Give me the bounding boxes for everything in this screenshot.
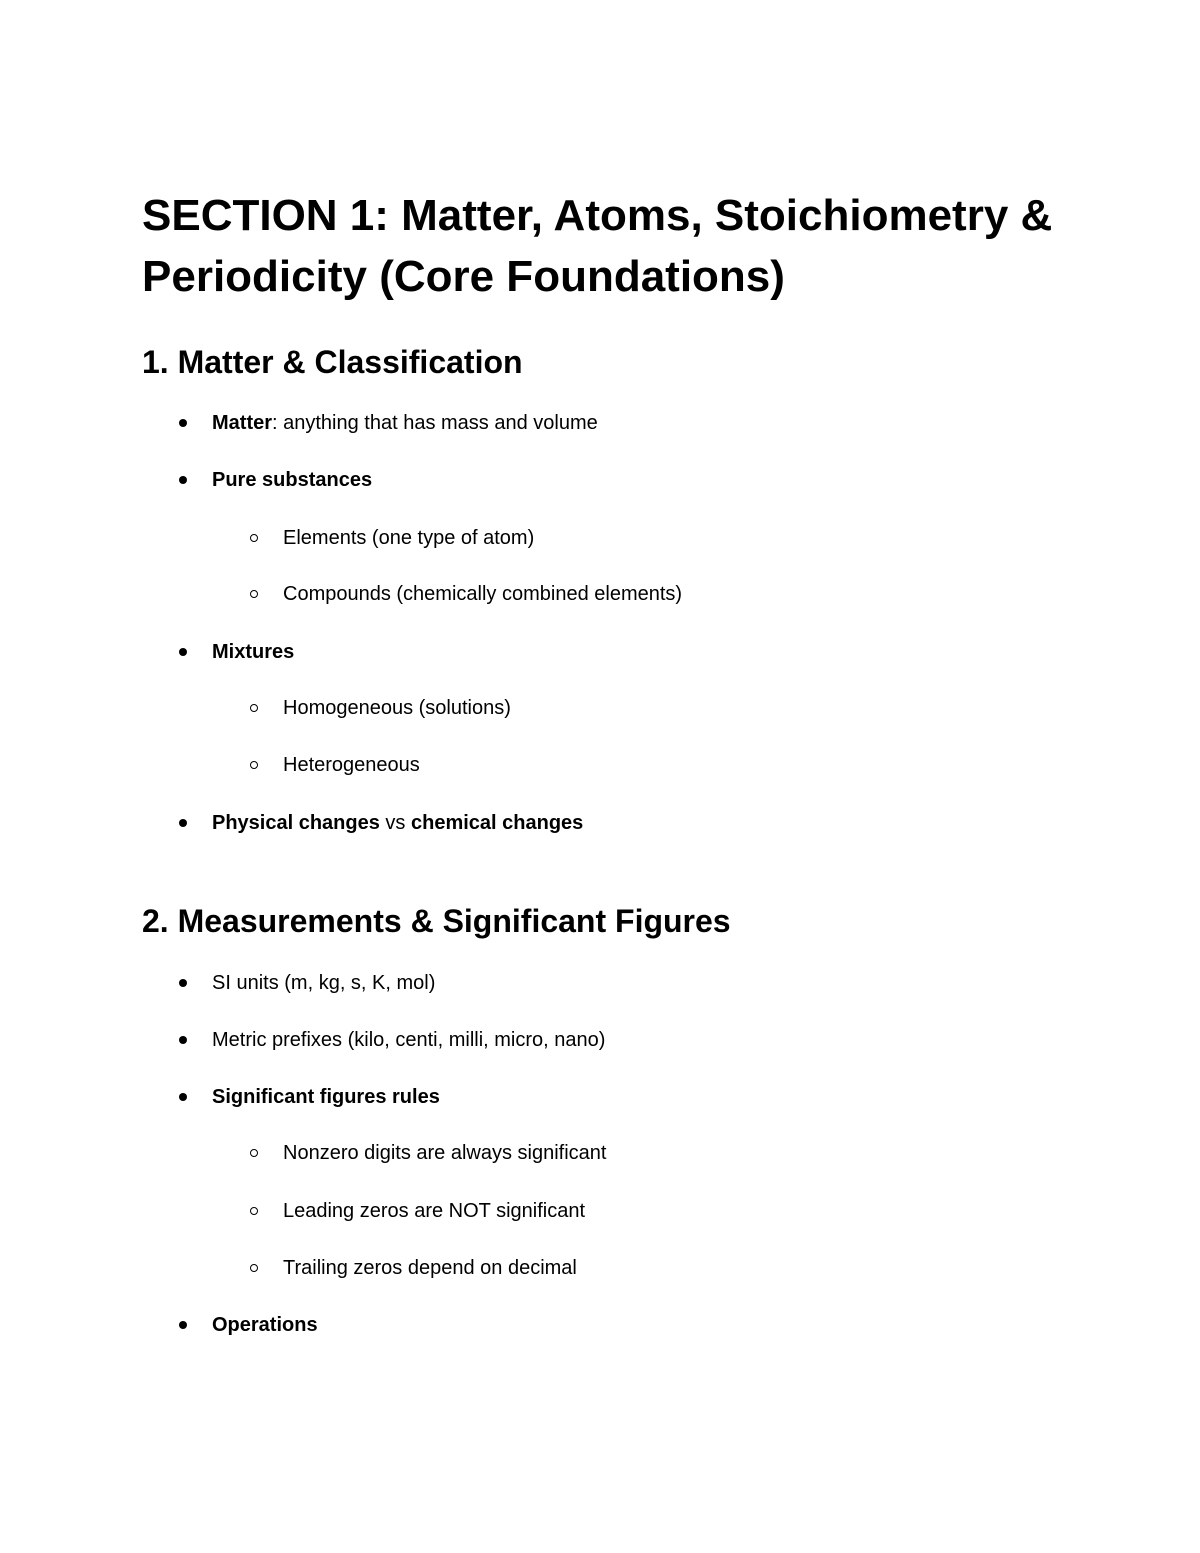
section-heading-matter: 1. Matter & Classification — [142, 344, 523, 380]
term-operations: Operations — [212, 1314, 318, 1336]
term-mixtures: Mixtures — [212, 641, 295, 663]
list-item-compounds — [283, 582, 682, 606]
hollow-bullet-icon — [250, 1207, 258, 1215]
text-leading-zeros: Leading zeros are NOT significant — [283, 1200, 586, 1222]
list-item-sig-fig-rules — [212, 1085, 440, 1109]
text-compounds: Compounds (chemically combined elements) — [283, 583, 683, 605]
list-item-nonzero — [283, 1141, 607, 1165]
text-vs: vs — [379, 812, 411, 834]
section-heading-measurements: 2. Measurements & Significant Figures — [142, 903, 731, 939]
list-item-heterogeneous — [283, 753, 420, 777]
list-item-pure-substances — [212, 468, 372, 492]
hollow-bullet-icon — [250, 761, 258, 769]
text-metric-prefixes: Metric prefixes (kilo, centi, milli, micro, nano) — [212, 1029, 606, 1051]
text-heterogeneous: Heterogeneous — [283, 754, 420, 776]
list-item-trailing-zeros — [283, 1256, 577, 1280]
list-item-matter — [212, 411, 598, 435]
hollow-bullet-icon — [250, 704, 258, 712]
list-item-si-units — [212, 971, 435, 995]
term-chemical-changes: chemical changes — [411, 812, 584, 834]
list-item-changes — [212, 811, 583, 835]
term-physical-changes: Physical changes — [212, 812, 380, 834]
list-item-elements — [283, 526, 534, 550]
text-nonzero: Nonzero digits are always significant — [283, 1142, 607, 1164]
bullet-icon — [179, 476, 187, 484]
bullet-icon — [179, 419, 187, 427]
bullet-icon — [179, 979, 187, 987]
bullet-icon — [179, 1321, 187, 1329]
bullet-icon — [179, 648, 187, 656]
text-si-units: SI units (m, kg, s, K, mol) — [212, 972, 436, 994]
list-item-leading-zeros — [283, 1199, 585, 1223]
term-matter: Matter — [212, 412, 273, 434]
text-trailing-zeros: Trailing zeros depend on decimal — [283, 1257, 577, 1279]
list-item-operations — [212, 1313, 318, 1337]
list-item-metric-prefixes — [212, 1028, 605, 1052]
term-pure-substances: Pure substances — [212, 469, 373, 491]
document-title: SECTION 1: Matter, Atoms, Stoichiometry & Periodicity (Core Foundations) — [142, 191, 1053, 301]
definition-matter: : anything that has mass and volume — [272, 412, 598, 434]
list-item-mixtures — [212, 640, 294, 664]
list-item-homogeneous — [283, 696, 511, 720]
text-elements: Elements (one type of atom) — [283, 527, 535, 549]
bullet-icon — [179, 1036, 187, 1044]
hollow-bullet-icon — [250, 1149, 258, 1157]
text-homogeneous: Homogeneous (solutions) — [283, 697, 511, 719]
hollow-bullet-icon — [250, 1264, 258, 1272]
bullet-icon — [179, 1093, 187, 1101]
bullet-icon — [179, 819, 187, 827]
hollow-bullet-icon — [250, 590, 258, 598]
term-sig-fig-rules: Significant figures rules — [212, 1086, 440, 1108]
hollow-bullet-icon — [250, 534, 258, 542]
